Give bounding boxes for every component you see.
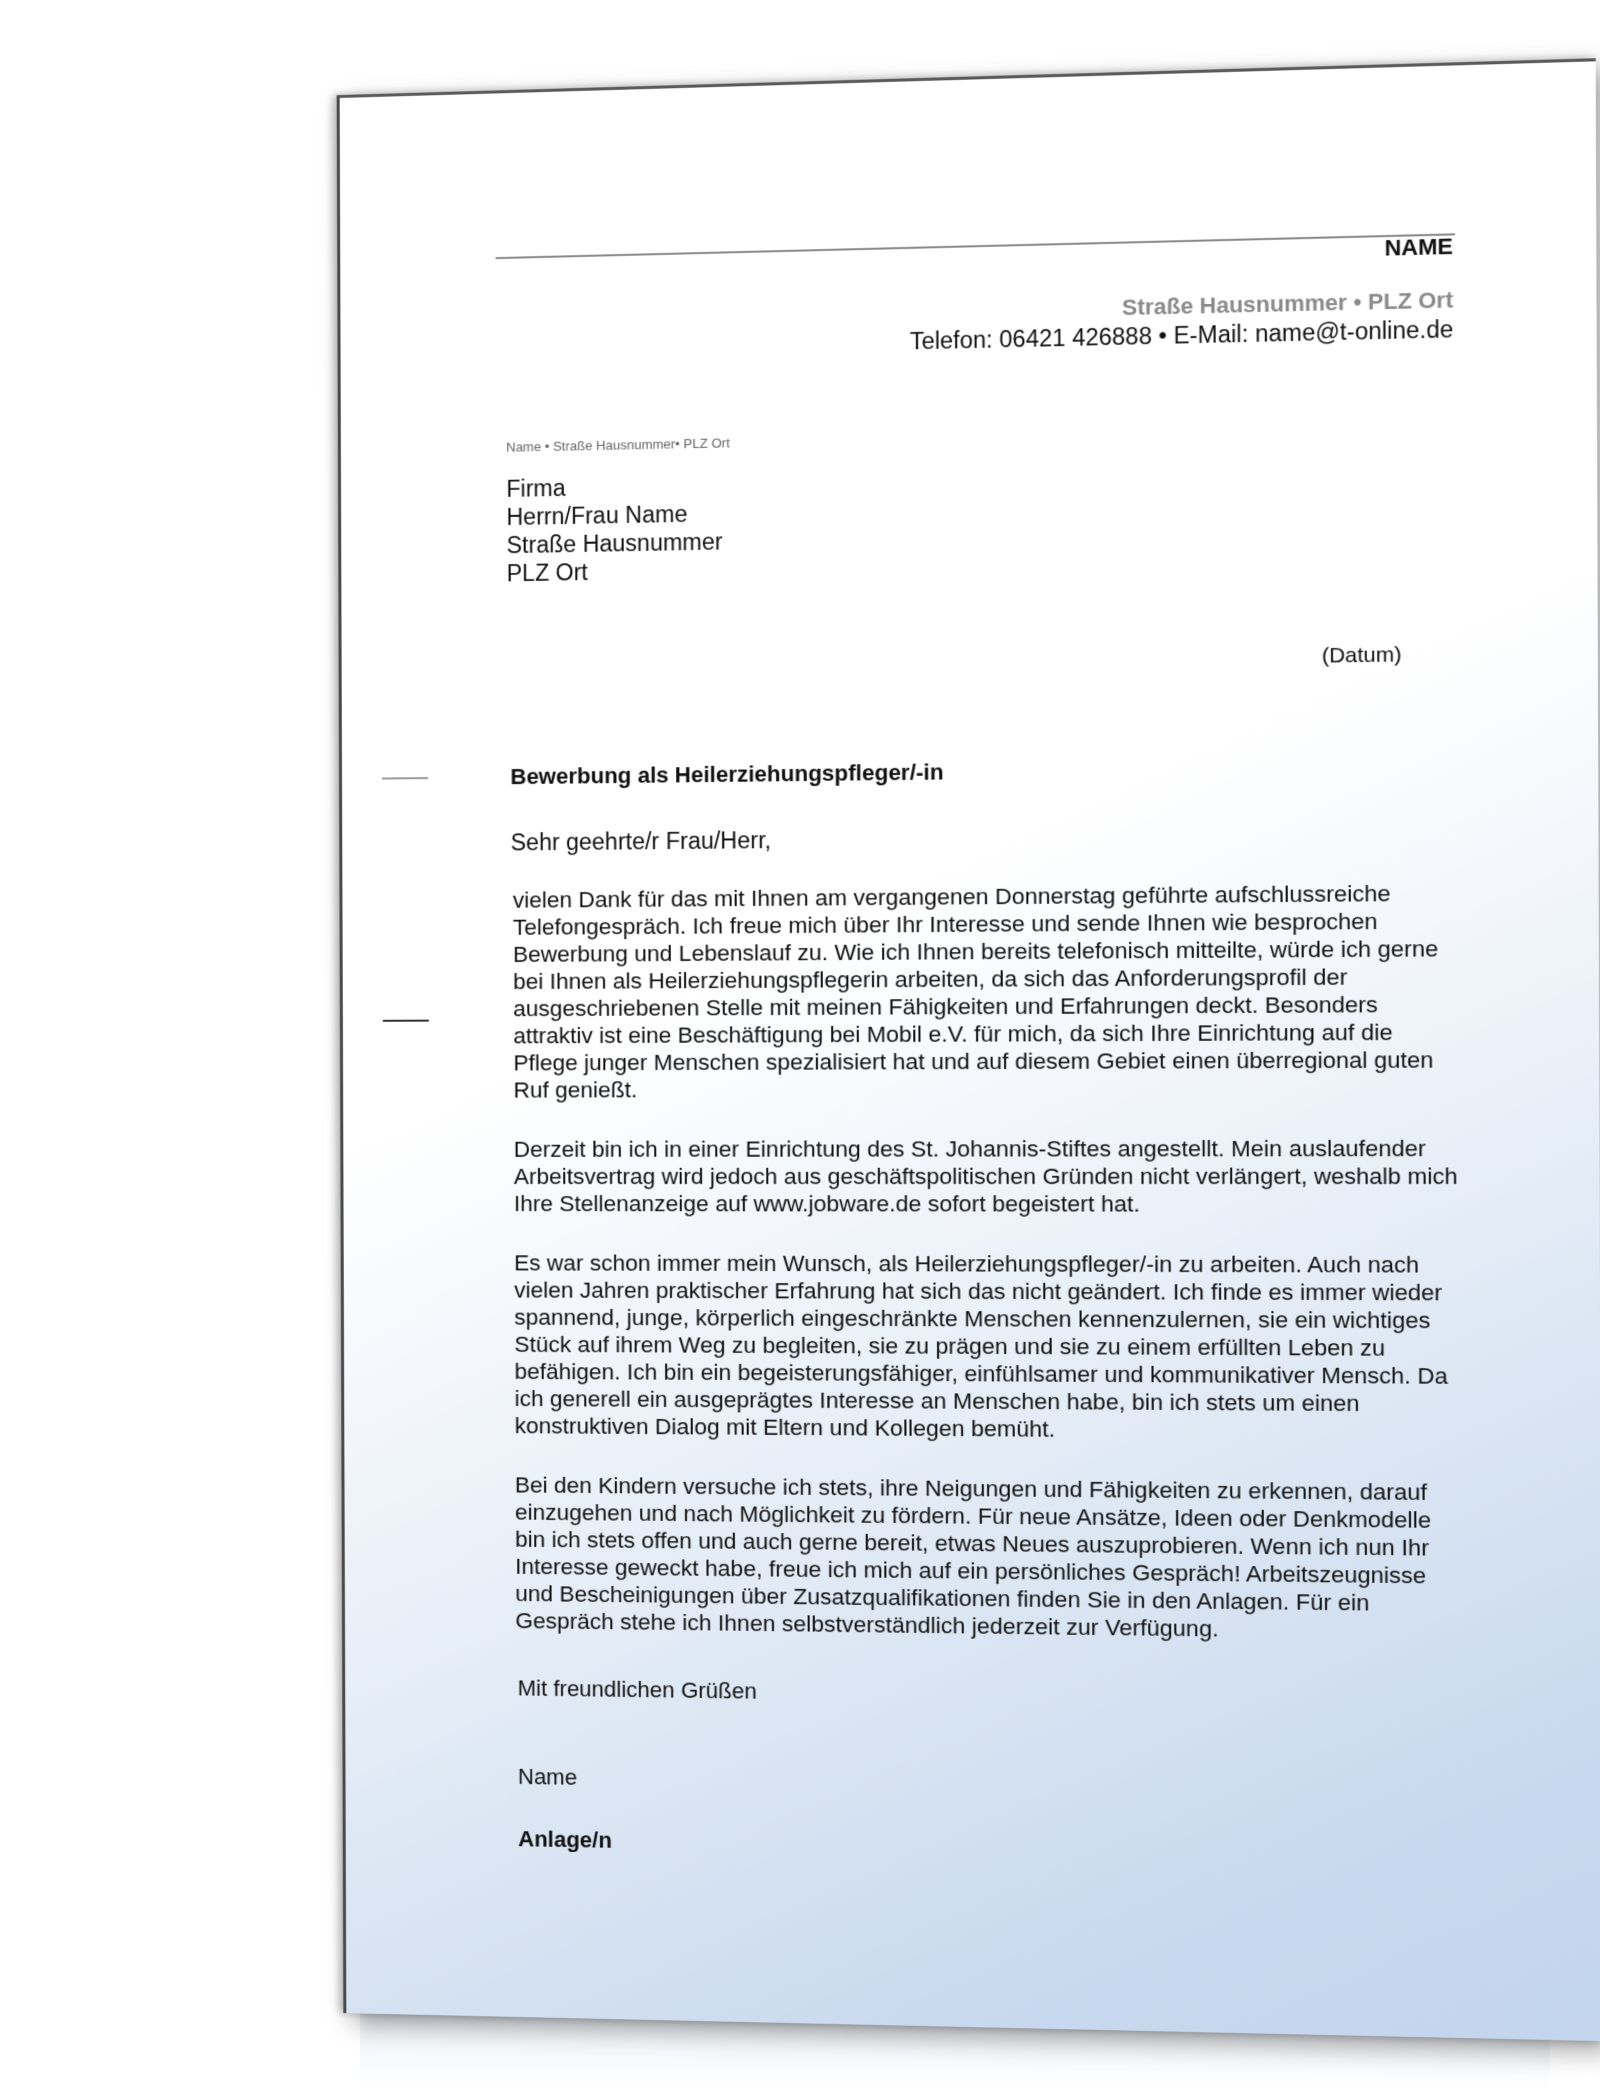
recipient-block — [506, 471, 722, 588]
body-paragraph: Derzeit bin ich in einer Einrichtung des St. Johannis-Stiftes angestellt. Mein auslaufender Arbeitsvertrag wird jedoch aus geschäftspolitischen Gründen nicht verlängert, weshalb mich Ihre Stellenanzeige auf www.jobware.de sofort begeistert hat. — [513, 1135, 1458, 1217]
body-paragraph: vielen Dank für das mit Ihnen am vergangenen Donnerstag geführte aufschlussreiche Telefongespräch. Ich freue mich über Ihr Interesse und sende Ihnen wie besprochen Bewerbung und Lebenslauf zu. Wie ich Ihnen bereits telefonisch mitteilte, würde ich gerne bei Ihnen als Heilerziehungspflegerin arbeiten, da sich das Anforderungsprofil der ausgeschriebenen Stelle mit meinen Fähigkeiten und Erfahrungen deckt. Besonders attraktiv ist eine Beschäftigung bei Mobil e.V. für mich, da sich Ihre Einrichtung auf die Pflege junger Menschen spezialisiert hat und auf diesem Gebiet einen überregional guten Ruf genießt. — [512, 880, 1439, 1103]
recipient-company: Firma — [506, 474, 566, 502]
header-rule — [496, 233, 1456, 259]
body-paragraph: Bei den Kindern versuche ich stets, ihre Neigungen und Fähigkeiten zu erkennen, darauf einzugehen und nach Möglichkeit zu fördern. Für neue Ansätze, Ideen oder Denkmodelle bin ich stets offen und auch gerne bereit, etwas Neues auszuprobieren. Wenn ich nun Ihr Interesse geweckt habe, freue ich mich auf ein persönliches Gespräch! Arbeitszeugnisse und Bescheinigungen über Zusatzqualifikationen finden Sie in den Anlagen. Für ein Gespräch stehe ich Ihnen selbstverständlich jederzeit zur Verfügung. — [514, 1472, 1432, 1642]
recipient-person: Herrn/Frau Name — [506, 500, 688, 531]
letter-subject: Bewerbung als Heilerziehungspfleger/-in — [510, 759, 944, 790]
signature-name: Name — [517, 1763, 578, 1790]
fold-mark — [382, 777, 428, 780]
return-address-line: Name • Straße Hausnummer• PLZ Ort — [506, 435, 730, 455]
letter-salutation: Sehr geehrte/r Frau/Herr, — [510, 826, 772, 856]
letter-closing: Mit freundlichen Grüßen — [517, 1675, 757, 1704]
letter-page — [337, 58, 1600, 2041]
sender-name: NAME — [1384, 233, 1454, 261]
letter-date: (Datum) — [1321, 642, 1402, 668]
punch-mark — [383, 1020, 429, 1022]
recipient-city: PLZ Ort — [506, 558, 588, 587]
letter-body — [513, 879, 1466, 1678]
body-paragraph: Es war schon immer mein Wunsch, als Heilerziehungspfleger/-in zu arbeiten. Auch nach vielen Jahren praktischer Erfahrung hat sich das nicht geändert. Ich finde es immer wieder spannend, junge, körperlich eingeschränkte Menschen kennenzulernen, sie ein wichtiges Stück auf ihrem Weg zu begleiten, sie zu prägen und sie zu einem erfüllten Leben zu befähigen. Ich bin ein begeisterungsfähiger, einfühlsamer und kommunikativer Mensch. Da ich generell ein ausgeprägtes Interesse an Menschen habe, bin ich stets um einen konstruktiven Dialog mit Eltern und Kollegen bemüht. — [514, 1250, 1448, 1442]
sender-contact: Telefon: 06421 426888 • E-Mail: name@t-online.de — [909, 315, 1454, 355]
sender-address: Straße Hausnummer • PLZ Ort — [1121, 286, 1454, 321]
attachments-label: Anlage/n — [518, 1826, 612, 1853]
recipient-street: Straße Hausnummer — [506, 528, 723, 559]
